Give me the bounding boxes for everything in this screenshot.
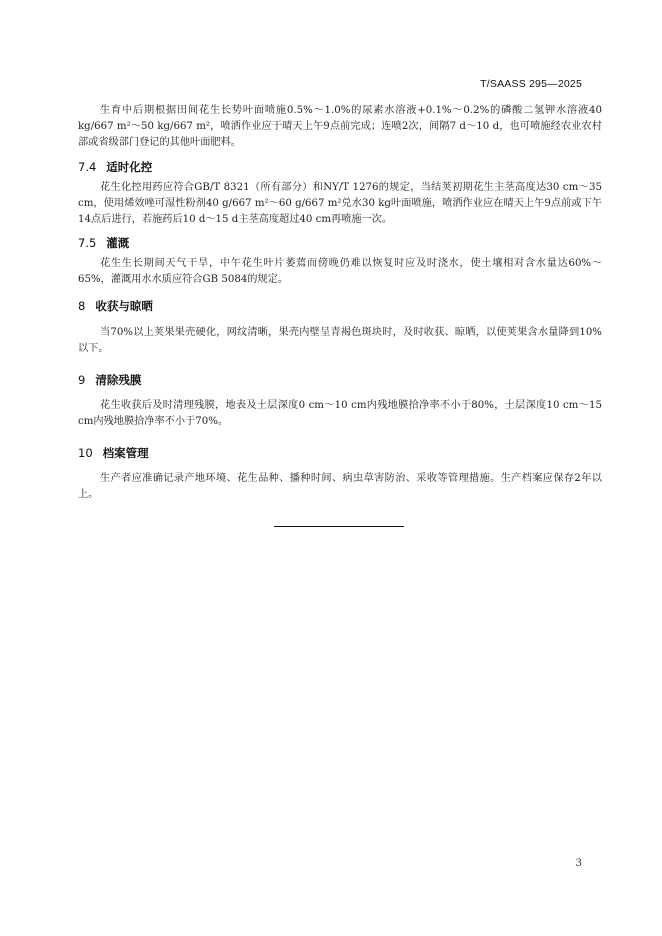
section-7-4-paragraph: 花生化控用药应符合GB/T 8321（所有部分）和NY/T 1276的规定，当结荚初期花生主茎高度达30 cm～35 cm，使用烯效唑可湿性粉剂40 g/667 m²～60 g/667 m²兑水30 kg叶面喷施，喷洒作业应在晴天上午9点前或下午14点后进行，若施药后10 d～15 d主茎高度超过40 cm再喷施一次。: [78, 182, 602, 225]
section-number: 9: [78, 373, 86, 387]
document-id: T/SAASS 295—2025: [480, 78, 582, 90]
section-10-paragraph: 生产者应准确记录产地环境、花生品种、播种时间、病虫草害防治、采收等管理措施。生产档案应保存2年以上。: [78, 473, 602, 500]
section-heading-7-5: [78, 235, 129, 251]
section-title: 收获与晾晒: [95, 299, 153, 313]
section-7-5-paragraph: 花生生长期间天气干旱，中午花生叶片萎蔫而傍晚仍难以恢复时应及时浇水，使土壤相对含水量达60%～65%，灌溉用水水质应符合GB 5084的规定。: [78, 258, 602, 285]
section-number: 8: [78, 299, 86, 313]
section-heading-7-4: [78, 159, 152, 175]
section-number: 7.4: [78, 160, 97, 174]
section-heading-9: [78, 372, 141, 388]
section-number: 7.5: [78, 236, 97, 250]
section-title: 适时化控: [106, 160, 153, 174]
section-9-paragraph: 花生收获后及时清理残膜，地表及土层深度0 cm～10 cm内残地膜拾净率不小于80%，土层深度10 cm～15 cm内残地膜拾净率不小于70%。: [78, 400, 602, 427]
end-of-document-rule: [274, 526, 404, 527]
section-heading-10: [78, 445, 149, 461]
section-number: 10: [78, 446, 93, 460]
section-heading-8: [78, 298, 153, 314]
section-title: 清除残膜: [95, 373, 142, 387]
section-title: 灌溉: [106, 236, 130, 250]
section-title: 档案管理: [102, 446, 149, 460]
page-number: 3: [575, 858, 582, 869]
foliar-fertilizer-paragraph: 生育中后期根据田间花生长势叶面喷施0.5%～1.0%的尿素水溶液+0.1%～0.2%的磷酸二氢钾水溶液40 kg/667 m²～50 kg/667 m²，喷洒作业应于晴天上午9点前完成；连喷2次，间隔7 d～10 d，也可喷施经农业农村部或省级部门登记的其他叶面肥料。: [78, 105, 602, 148]
section-8-paragraph: 当70%以上荚果果壳硬化，网纹清晰，果壳内壁呈青褐色斑块时，及时收获、晾晒，以使荚果含水量降到10%以下。: [78, 327, 602, 354]
